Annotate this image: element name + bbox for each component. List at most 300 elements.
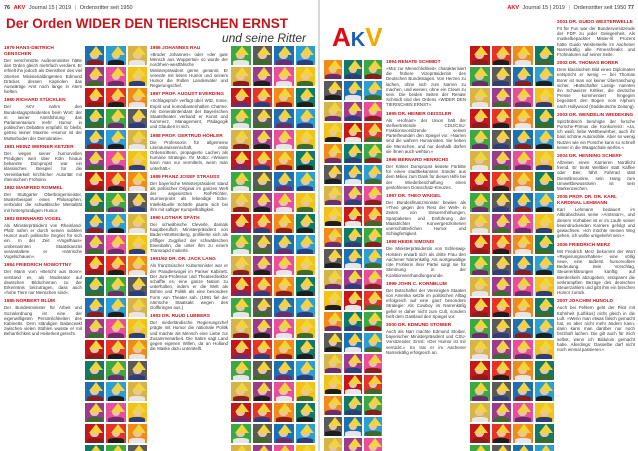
journal-label: Journal 15 | 2019 — [28, 5, 72, 11]
honoree-description: »Bruder Johannes« oder »der gute Mensch aus Wuppertal« so wurde der nordrhein-westfälische Ministerpräsident gerne genannt. Er vereinte mit leisen Humor und seinem Humor die Rollen Landesvater und Regierungschef. — [150, 52, 228, 89]
honoree-year-name: 1996 BERNARD HENRICHS — [386, 158, 449, 164]
honoree-portrait-photo — [344, 438, 362, 451]
honoree-portrait-photo — [513, 214, 533, 233]
honoree-portrait-photo — [364, 291, 382, 310]
section-label-right: Ordensritter seit 1950 — [573, 5, 627, 11]
honoree-description: Der Botschafter der Vereinigten Staaten von Amerika setzte im politischen Alltag erfolgreich auf eine ganz besondere Strategie: Als Cowboy im Narrenkäfig gefiel er daher nicht zum Cult, sondern hielt dem Gastland den Spiegel vor. — [386, 287, 466, 319]
honoree-portrait-photo — [296, 235, 316, 254]
honoree-description: Auch bei Fehlern geht der Pilot mit Kühnheit (Luftikus) nicht gleich in die Luft. »Wenn man etwas falsch gemacht hat, es aber nicht mehr ändern kann, dann kann man darüber nur noch herzhaft lachen. Die gilt auch für mich selbst, wenn ich Bilduloin gemacht habe. Allerdings: Dasselbe darf nicht noch einmal passieren.« — [557, 305, 635, 352]
honoree-entry — [150, 257, 228, 310]
honoree-portrait-photo — [513, 46, 533, 65]
honoree-portrait-photo — [296, 88, 316, 107]
honoree-entry — [4, 263, 82, 295]
honoree-year-name: 1987 PROF. AUGUST EVERDING — [150, 92, 224, 98]
honoree-description: Auch als Narr machte Edmund Stoiber, bayerischer Ministerpräsident und CSU-Vorsitzender, Ernst: »Der Humor ist mir verrückt.« So trat er im Aachener Narrenkäfig erfolgreich an. — [386, 328, 466, 355]
honoree-entry — [4, 299, 82, 336]
honoree-portrait-photo — [106, 172, 125, 191]
honoree-portrait-photo — [231, 109, 251, 128]
honoree-description: Der wegen seiner humorvollen Predigten weit über Köln hinaus bekannte Dompropst war ein klassisches Beispiel für die Vereinbarkeit kirchlicher Autorität mit rheinischem Frohsinn. — [4, 150, 82, 182]
honoree-portrait-photo — [344, 186, 362, 205]
honoree-portrait-photo — [253, 88, 273, 107]
honoree-entry — [557, 195, 635, 238]
honoree-portrait-photo — [85, 193, 104, 212]
honoree-portrait-photo — [535, 445, 555, 451]
honoree-entry — [4, 145, 82, 182]
honoree-portrait-photo — [231, 88, 251, 107]
honoree-portrait-photo — [253, 256, 273, 275]
honoree-portrait-photo — [231, 424, 251, 443]
honoree-portrait-photo — [470, 67, 490, 86]
page-number-right: 77 — [627, 5, 634, 11]
honoree-portrait-photo — [470, 130, 490, 149]
honoree-entry — [557, 154, 635, 191]
honoree-portrait-photo — [253, 298, 273, 317]
honoree-portrait-photo — [106, 235, 125, 254]
honoree-portrait-photo — [513, 277, 533, 296]
honoree-portrait-photo — [85, 319, 104, 338]
honoree-portrait-photo — [128, 277, 147, 296]
honoree-portrait-photo — [513, 130, 533, 149]
honoree-portrait-photo — [274, 151, 294, 170]
honoree-year-name: 1982 MANFRED ROMMEL — [4, 186, 63, 192]
honoree-portrait-photo — [274, 46, 294, 65]
honoree-portrait-photo — [492, 319, 512, 338]
honoree-entry — [386, 60, 466, 108]
honoree-entry — [557, 113, 635, 150]
honoree-description: Der niederländische Regierungschef prägte mit Humor die nationale Politik und machte als Mensch eine Liebe zur Zusammenarbeit. Die Satire sagt Land gegen eigenen Willen, da an Holland die Maske dazu unterstellt. — [150, 320, 228, 352]
honoree-portrait-photo — [85, 445, 104, 451]
honoree-year-name: 2002 DR. THOMAS BORER — [557, 61, 619, 67]
honoree-portrait-photo — [296, 424, 316, 443]
honoree-portrait-photo — [513, 256, 533, 275]
honoree-portrait-photo — [231, 214, 251, 233]
honoree-year-name: 2003 DR. WENDELIN WIEDEKING — [557, 112, 634, 118]
honoree-portrait-photo — [128, 361, 147, 380]
honoree-portrait-photo — [253, 277, 273, 296]
honoree-portrait-photo — [324, 186, 342, 205]
honoree-portrait-photo — [344, 123, 362, 142]
honoree-portrait-photo — [231, 403, 251, 422]
honoree-portrait-photo — [106, 151, 125, 170]
honoree-portrait-photo — [492, 67, 512, 86]
honoree-portrait-photo — [324, 354, 342, 373]
honoree-portrait-photo — [324, 165, 342, 184]
honoree-entry — [557, 20, 635, 57]
honoree-entry — [150, 92, 228, 129]
honoree-portrait-photo — [296, 130, 316, 149]
honoree-portrait-photo — [128, 193, 147, 212]
honoree-portrait-photo — [535, 340, 555, 359]
honoree-portrait-photo — [535, 67, 555, 86]
honoree-year-name: 2006 FRIEDRICH MERZ — [557, 242, 611, 248]
honoree-portrait-photo — [128, 46, 147, 65]
honoree-portrait-photo — [535, 319, 555, 338]
honoree-year-name: 1981 HEINZ WERNER KETZER — [4, 144, 74, 150]
honoree-portrait-photo — [274, 403, 294, 422]
honoree-portrait-photo — [274, 298, 294, 317]
honoree-portrait-photo — [128, 88, 147, 107]
honoree-portrait-photo — [492, 193, 512, 212]
honoree-portrait-photo — [128, 319, 147, 338]
honoree-portrait-photo — [470, 172, 490, 191]
honoree-portrait-photo — [274, 172, 294, 191]
honoree-year-name: 1979 HANS-DIETRICH GENSCHER — [4, 46, 54, 57]
honoree-portrait-photo — [470, 256, 490, 275]
honoree-portrait-photo — [513, 424, 533, 443]
honoree-portrait-photo — [470, 109, 490, 128]
honoree-description: Spitzbübisch beruhigte der forsche Porsche-Primus die Konkurrenz: »Ja, ich weiß, liebe Wettbewerber, auch ihr baut schöne Automobile. Aber so wenig Nutzen wie ein Porsche kann so schnell keiner in die Waagschale werfen.« — [557, 118, 635, 150]
right-text-column-1 — [386, 60, 466, 359]
honoree-portrait-photo — [344, 417, 362, 436]
honoree-portrait-photo — [492, 256, 512, 275]
honoree-portrait-photo — [344, 102, 362, 121]
akv-logo-small-right: AKV — [507, 5, 520, 11]
honoree-description: Fit für Fun war der Bundesvorsitzende der FDP zu jeder Gelegenheit. Als muskelbepackter Mister-Ill Prozent hatte Guido Westerwelle im Aachener Narrenkäfig alle Fitnessfreaks und Frohnaturen auf seiner Seite. — [557, 26, 635, 58]
honoree-portrait-photo — [492, 361, 512, 380]
honoree-portrait-photo — [231, 193, 251, 212]
honoree-portrait-photo — [470, 235, 490, 254]
honoree-portrait-photo — [470, 298, 490, 317]
honoree-portrait-photo — [470, 193, 490, 212]
honoree-year-name: 1994 RENATE SCHMIDT — [386, 60, 441, 65]
honoree-portrait-photo — [492, 445, 512, 451]
honoree-year-name: 1997 DR. THEO WAIGEL — [386, 194, 442, 200]
honoree-portrait-photo — [344, 333, 362, 352]
honoree-portrait-photo — [364, 438, 382, 451]
honoree-portrait-photo — [513, 445, 533, 451]
honoree-portrait-photo — [364, 186, 382, 205]
honoree-portrait-photo — [85, 277, 104, 296]
honoree-portrait-photo — [106, 340, 125, 359]
honoree-entry — [386, 240, 466, 277]
honoree-year-name: 1985 NORBERT BLÜM — [4, 299, 55, 305]
honoree-portrait-photo — [364, 375, 382, 394]
honoree-entry — [386, 282, 466, 319]
honoree-entry — [4, 46, 82, 94]
honoree-portrait-photo — [470, 445, 490, 451]
honoree-entry — [386, 112, 466, 154]
honoree-portrait-photo — [231, 172, 251, 191]
honoree-portrait-photo — [231, 67, 251, 86]
honoree-portrait-photo — [513, 88, 533, 107]
honoree-portrait-photo — [364, 333, 382, 352]
honoree-portrait-photo — [106, 130, 125, 149]
honoree-portrait-photo — [106, 67, 125, 86]
honoree-portrait-photo — [106, 256, 125, 275]
honoree-portrait-photo — [513, 298, 533, 317]
honoree-portrait-photo — [128, 151, 147, 170]
honoree-description: »Schlagsprüf« verfügt über Witz, Ironie, Esprit und komödiantenhaften Charme. Als Generalintendant der Bayerischen Staatstheater verband er Kunst und Kommerz, Management, Pädagogik und Glauben in sich. — [150, 98, 228, 130]
honoree-entry — [150, 314, 228, 351]
honoree-portrait-photo — [128, 172, 147, 191]
honoree-portrait-photo — [535, 403, 555, 422]
honoree-portrait-photo — [492, 88, 512, 107]
honoree-year-name: 1990 LOTHAR SPÄTH — [150, 216, 200, 222]
honoree-year-name: 1995 DR. HEINER GEISSLER — [386, 111, 452, 117]
honoree-description: Der Bundesminister für Arbeit und Sozialordnung ist eine der eigenwilligsten Persönlichkeiten des Kabinetts. Dem ständigen Balanceakt zwischen vielen Stühlen wusste er mit Beharrlichkeit und Heiterkeit gerecht. — [4, 305, 82, 337]
honoree-portrait-photo — [324, 249, 342, 268]
honoree-portrait-photo — [253, 361, 273, 380]
honoree-portrait-photo — [513, 382, 533, 401]
honoree-portrait-photo — [106, 445, 125, 451]
right-text-column-2 — [557, 20, 635, 356]
honoree-portrait-photo — [364, 312, 382, 331]
honoree-year-name: 2004 DR. HENNING SCHERF — [557, 154, 622, 160]
honoree-entry — [557, 61, 635, 109]
honoree-portrait-photo — [253, 130, 273, 149]
honoree-portrait-photo — [492, 298, 512, 317]
honoree-portrait-photo — [106, 424, 125, 443]
honoree-portrait-photo — [296, 67, 316, 86]
honoree-portrait-photo — [296, 445, 316, 451]
honoree-portrait-photo — [492, 172, 512, 191]
honoree-portrait-photo — [106, 382, 125, 401]
honoree-portrait-photo — [344, 312, 362, 331]
honoree-description: Der Kölner Dompropst leistete Fürbitte für einen stadtbekannten Sünder aus dem Milieu zum Dank für diesen Hilfe bei der Wiederbeschaffung eines gestohlenen Domschatz-Kreuzes. — [386, 164, 466, 190]
honoree-portrait-photo — [535, 88, 555, 107]
article-title — [6, 16, 306, 45]
honoree-portrait-photo — [324, 333, 342, 352]
honoree-portrait-photo — [253, 424, 273, 443]
honoree-year-name: 2007 JOACHIM HUNOLD — [557, 299, 613, 305]
honoree-year-name: 1989 FRANZ JOSEF STRAUSS — [150, 174, 220, 180]
honoree-portrait-photo — [231, 298, 251, 317]
honoree-portrait-photo — [253, 235, 273, 254]
honoree-portrait-photo — [364, 228, 382, 247]
honoree-portrait-photo — [85, 172, 104, 191]
honoree-portrait-photo — [344, 228, 362, 247]
honoree-portrait-photo — [324, 123, 342, 142]
honoree-portrait-photo — [492, 340, 512, 359]
honoree-portrait-photo — [324, 102, 342, 121]
honoree-portrait-photo — [364, 417, 382, 436]
honoree-portrait-photo — [274, 340, 294, 359]
honoree-entry — [150, 134, 228, 171]
honoree-portrait-photo — [274, 445, 294, 451]
honoree-portrait-photo — [535, 277, 555, 296]
honoree-portrait-photo — [106, 193, 125, 212]
honoree-portrait-photo — [324, 396, 342, 415]
honoree-year-name: 1984 FRIEDRICH NOWOTTNY — [4, 263, 72, 269]
honoree-description: Der verschmitzte Außenminister hätte den Orden gleich mehrfach verdient. Er erhielt ihn jedoch als Dienstherr des viel zitierten Ministerialdirigenten Edmund Dräcker, dessen Kapriolen das Auswärtige Amt noch lange in Atem hielten. — [4, 58, 82, 95]
right-photo-grid-2 — [470, 46, 554, 451]
honoree-portrait-photo — [513, 151, 533, 170]
honoree-portrait-photo — [324, 438, 342, 451]
honoree-portrait-photo — [106, 319, 125, 338]
honoree-portrait-photo — [274, 424, 294, 443]
honoree-portrait-photo — [296, 109, 316, 128]
left-text-column-2 — [150, 46, 228, 355]
honoree-portrait-photo — [470, 46, 490, 65]
honoree-portrait-photo — [364, 396, 382, 415]
honoree-portrait-photo — [344, 270, 362, 289]
honoree-description: Der bayerische Ministerpräsident stand als politischer Original im ganzen Welt der angesetzten Rolf-Richter, sturmerprobt als lebendige Ecke. Intellektuelle Schärfe paarte sich bei ihm mit saftiger Kumpelhaftigkeit. — [150, 180, 228, 212]
honoree-portrait-photo — [274, 67, 294, 86]
honoree-portrait-photo — [231, 340, 251, 359]
honoree-portrait-photo — [274, 361, 294, 380]
honoree-portrait-photo — [324, 291, 342, 310]
honoree-portrait-photo — [128, 298, 147, 317]
honoree-description: Als Ministerpräsident von Rheinland-Pfalz nahm er durch seinen subtilen Humor auch politische Gegner für sich ein. In der Zeit »Vogelhaus« umbenannten Staatskanzlei veranstaltete er »närrische Vogelschauen«. — [4, 222, 82, 260]
honoree-portrait-photo — [128, 130, 147, 149]
right-page — [320, 0, 638, 451]
honoree-year-name: 1993 DR. RUUD LUBBERS — [150, 314, 210, 320]
honoree-portrait-photo — [106, 109, 125, 128]
honoree-portrait-photo — [513, 361, 533, 380]
honoree-description: Karl Lehmann bedauert im Altkrabschluss seine »Amtsnarr«, und diesem Vorhaben ist er im Laufe seiner beeindruckenden Karriere gefolgt und gewachsen. »Ich möchte meinen Weg gehen, ich wollte umgekehrt sein.« — [557, 207, 635, 239]
left-photo-grid-1 — [85, 46, 147, 451]
honoree-portrait-photo — [106, 361, 125, 380]
honoree-portrait-photo — [128, 445, 147, 451]
honoree-portrait-photo — [296, 382, 316, 401]
honoree-portrait-photo — [535, 172, 555, 191]
honoree-portrait-photo — [296, 340, 316, 359]
honoree-portrait-photo — [85, 382, 104, 401]
honoree-portrait-photo — [492, 109, 512, 128]
honoree-portrait-photo — [324, 270, 342, 289]
honoree-entry — [4, 98, 82, 140]
honoree-portrait-photo — [324, 417, 342, 436]
honoree-portrait-photo — [253, 445, 273, 451]
honoree-portrait-photo — [492, 277, 512, 296]
honoree-portrait-photo — [128, 214, 147, 233]
honoree-portrait-photo — [535, 256, 555, 275]
honoree-entry — [386, 323, 466, 355]
honoree-portrait-photo — [513, 193, 533, 212]
honoree-portrait-photo — [106, 403, 125, 422]
honoree-portrait-photo — [253, 319, 273, 338]
honoree-entry — [150, 216, 228, 253]
honoree-portrait-photo — [85, 88, 104, 107]
honoree-portrait-photo — [274, 130, 294, 149]
honoree-portrait-photo — [128, 256, 147, 275]
honoree-year-name: 1999 JOHN C. KORNBLUM — [386, 281, 447, 287]
honoree-portrait-photo — [106, 214, 125, 233]
honoree-portrait-photo — [253, 109, 273, 128]
honoree-portrait-photo — [85, 256, 104, 275]
honoree-portrait-photo — [470, 424, 490, 443]
honoree-portrait-photo — [231, 256, 251, 275]
honoree-portrait-photo — [470, 277, 490, 296]
honoree-portrait-photo — [492, 382, 512, 401]
honoree-portrait-photo — [324, 81, 342, 100]
honoree-portrait-photo — [535, 424, 555, 443]
honoree-portrait-photo — [128, 67, 147, 86]
honoree-year-name: 2005 PROF. DR. DR. KARL KARDINAL LEHMANN — [557, 195, 617, 207]
honoree-description: Der Mann vom »Bericht aus Bonn« verstand es, als Moderator auf deutschen Bildschirmen zu der Erkenntnis beizutragen, dass auch »hohe Tiere nur Menschen sind«. — [4, 269, 82, 296]
honoree-portrait-photo — [344, 291, 362, 310]
honoree-portrait-photo — [535, 130, 555, 149]
honoree-year-name: 2001 DR. GUIDO WESTERWELLE — [557, 20, 633, 25]
honoree-portrait-photo — [364, 81, 382, 100]
honoree-portrait-photo — [344, 249, 362, 268]
honoree-portrait-photo — [513, 340, 533, 359]
left-text-column-1 — [4, 46, 82, 341]
honoree-portrait-photo — [492, 46, 512, 65]
honoree-portrait-photo — [513, 319, 533, 338]
honoree-portrait-photo — [296, 361, 316, 380]
honoree-portrait-photo — [470, 403, 490, 422]
honoree-portrait-photo — [85, 403, 104, 422]
honoree-portrait-photo — [274, 277, 294, 296]
honoree-portrait-photo — [535, 151, 555, 170]
honoree-portrait-photo — [296, 151, 316, 170]
honoree-portrait-photo — [253, 382, 273, 401]
honoree-portrait-photo — [85, 130, 104, 149]
honoree-portrait-photo — [470, 151, 490, 170]
honoree-portrait-photo — [470, 214, 490, 233]
honoree-portrait-photo — [364, 354, 382, 373]
honoree-portrait-photo — [231, 235, 251, 254]
honoree-portrait-photo — [106, 88, 125, 107]
honoree-portrait-photo — [274, 235, 294, 254]
honoree-portrait-photo — [470, 361, 490, 380]
honoree-portrait-photo — [324, 60, 342, 79]
honoree-year-name: 1986 JOHANNES RAU — [150, 46, 201, 51]
honoree-year-name: 1988 PROF. GERTRUD HÖHLER — [150, 133, 223, 139]
honoree-portrait-photo — [128, 235, 147, 254]
honoree-portrait-photo — [535, 298, 555, 317]
akv-logo-large: AKV — [332, 22, 383, 52]
honoree-portrait-photo — [364, 207, 382, 226]
title-line-1: Der Orden WIDER DEN TIERISCHEN ERNST — [6, 16, 289, 31]
page-number: 76 — [4, 5, 11, 11]
honoree-portrait-photo — [231, 130, 251, 149]
honoree-portrait-photo — [364, 123, 382, 142]
honoree-portrait-photo — [274, 256, 294, 275]
honoree-portrait-photo — [85, 340, 104, 359]
honoree-description: Als französischer Kulturminister war er der Paradiesvogel im Pariser Kabinett. Der Jura-Professor und Theaterdirektor schaffte es, eine ganze Nation zu unterhalten, indem er die Welt als Bühne und Politik als eine besondere Form von Theater sah. (1991 fiel der närrische Staatsakt wegen des Golfkrieges aus.) — [150, 263, 228, 310]
honoree-portrait-photo — [296, 256, 316, 275]
honoree-year-name: 1983 BERNHARD VOGEL — [4, 216, 62, 222]
honoree-portrait-photo — [85, 109, 104, 128]
honoree-entry — [150, 175, 228, 212]
honoree-portrait-photo — [535, 46, 555, 65]
honoree-portrait-photo — [128, 340, 147, 359]
honoree-portrait-photo — [296, 403, 316, 422]
honoree-portrait-photo — [253, 340, 273, 359]
honoree-portrait-photo — [106, 277, 125, 296]
honoree-portrait-photo — [85, 361, 104, 380]
honoree-portrait-photo — [364, 102, 382, 121]
honoree-portrait-photo — [274, 88, 294, 107]
honoree-portrait-photo — [344, 354, 362, 373]
honoree-portrait-photo — [296, 319, 316, 338]
honoree-description: Der schwäbische Cleverle, damals hauptberuflich Ministerpräsident von Baden-Württemberg, profilierte sich als pfiffiger Zugpferd der schwäbischen Eisenbahn, die unter ihm zu einem Transrapid mutierte. — [150, 222, 228, 254]
honoree-portrait-photo — [85, 151, 104, 170]
honoree-portrait-photo — [364, 165, 382, 184]
honoree-portrait-photo — [535, 214, 555, 233]
honoree-portrait-photo — [513, 403, 533, 422]
honoree-year-name: 1991/92 DR. DR. JACK LANG — [150, 257, 216, 263]
honoree-portrait-photo — [253, 172, 273, 191]
right-photo-grid-1 — [324, 60, 382, 451]
honoree-portrait-photo — [535, 235, 555, 254]
honoree-portrait-photo — [274, 382, 294, 401]
title-line-2: und seine Ritter — [221, 31, 306, 45]
journal-label-right: Journal 15 | 2019 — [522, 5, 565, 11]
honoree-portrait-photo — [324, 375, 342, 394]
honoree-portrait-photo — [364, 60, 382, 79]
honoree-portrait-photo — [513, 172, 533, 191]
honoree-entry — [4, 217, 82, 259]
honoree-portrait-photo — [344, 207, 362, 226]
honoree-description: Die Professorin für allgemeine Literaturwissenschaft, erste Ordensritterin, propagierte Lachen als humane Strategie. Ihr Motto: »Wissen kann man nur vermitteln, wenn man unterhält.« — [150, 139, 228, 171]
honoree-portrait-photo — [492, 235, 512, 254]
honoree-portrait-photo — [364, 249, 382, 268]
honoree-portrait-photo — [535, 193, 555, 212]
honoree-portrait-photo — [128, 382, 147, 401]
